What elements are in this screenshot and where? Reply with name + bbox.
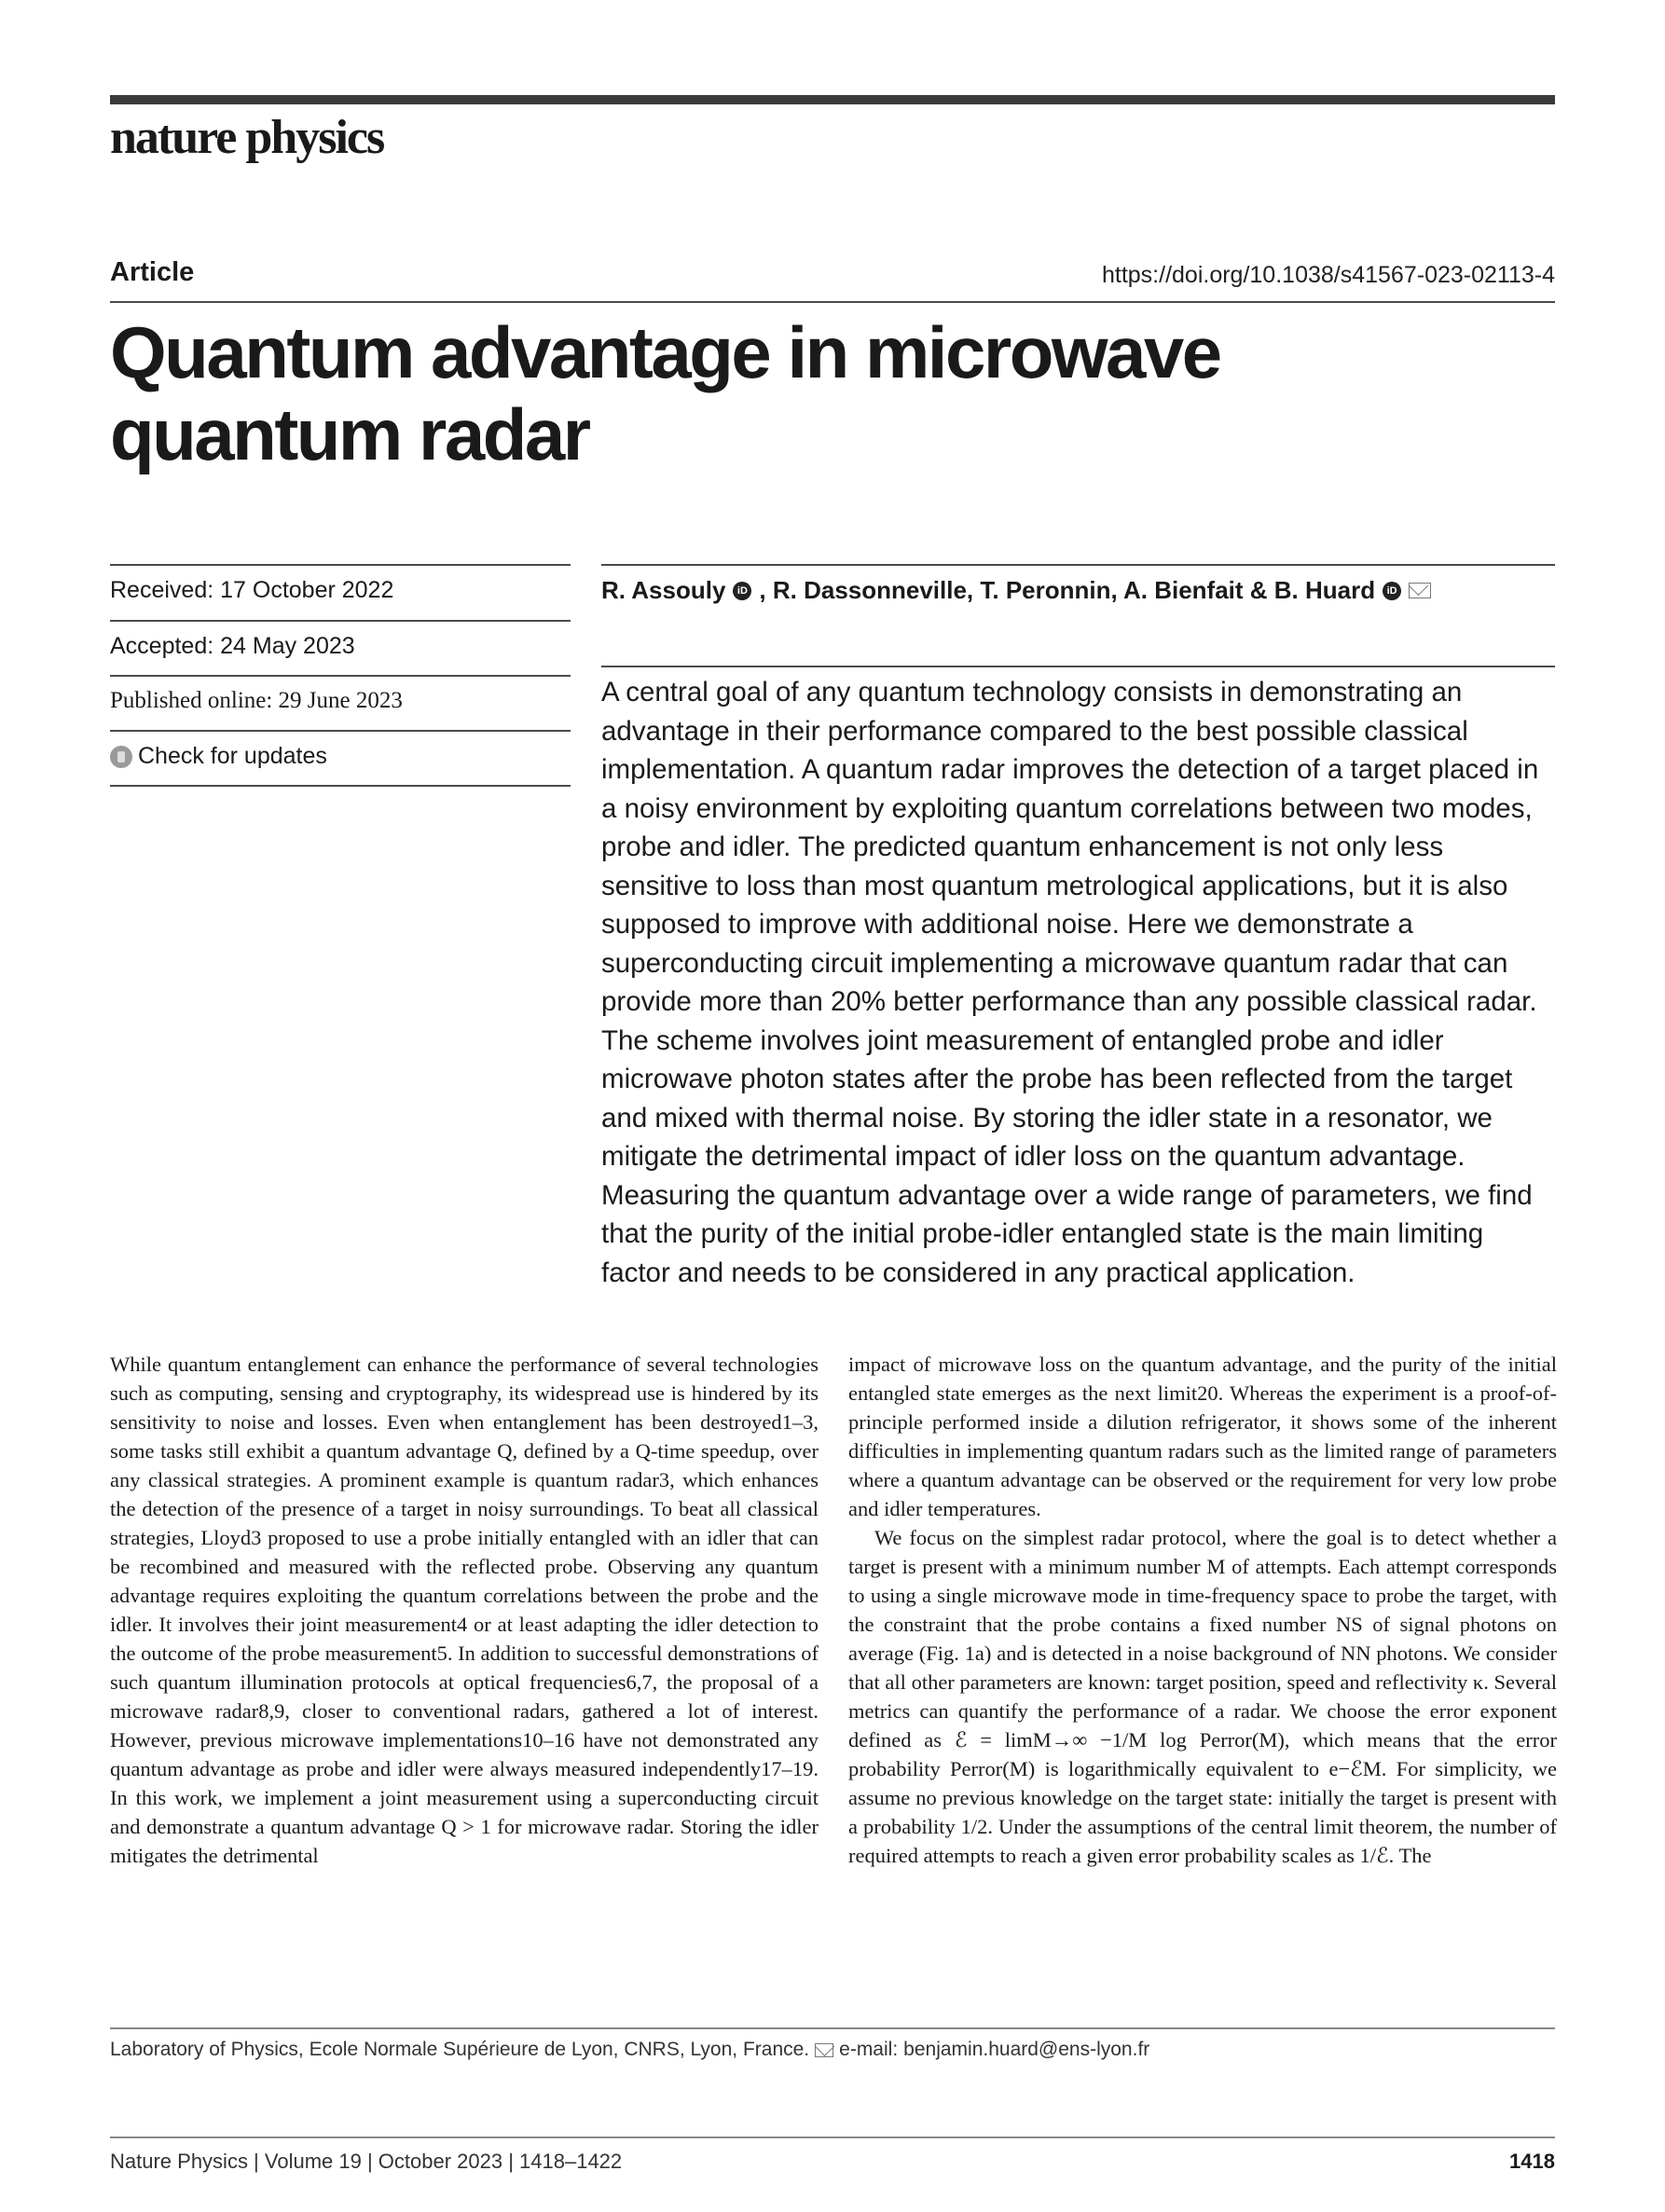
- footnote-rule: [110, 2027, 1555, 2029]
- orcid-icon[interactable]: iD: [733, 582, 751, 600]
- meta-rule-1: [110, 620, 571, 622]
- body-left-column: [110, 1350, 819, 1870]
- orcid-icon[interactable]: iD: [1383, 582, 1401, 600]
- author-assouly[interactable]: R. Assouly: [601, 576, 726, 604]
- authors-rule-top: [601, 564, 1555, 566]
- mail-icon: [815, 2043, 833, 2057]
- abstract: A central goal of any quantum technology consists in demonstrating an advantage in their performance compared to the best possible classical implementation. A quantum radar improves the detection of a target placed in a noisy environment by exploiting quantum correlations between two modes, probe and idler. The predicted quantum enhancement is not only less sensitive to loss than most quantum metrological applications, but it is also supposed to improve with additional noise. Here we demonstrate a superconducting circuit implementing a microwave quantum radar that can provide more than 20% better performance than any possible classical radar. The scheme involves joint measurement of entangled probe and idler microwave photon states after the probe has been reflected from the target and mixed with thermal noise. By storing the idler state in a resonator, we mitigate the detrimental impact of idler loss on the quantum advantage. Measuring the quantum advantage over a wide range of parameters, we find that the purity of the initial probe-idler entangled state is the main limiting factor and needs to be considered in any practical application.: [601, 677, 1539, 1288]
- doi-link[interactable]: https://doi.org/10.1038/s41567-023-02113-4: [1101, 262, 1555, 288]
- published-date: Published online: 29 June 2023: [110, 688, 403, 713]
- affiliation-text: Laboratory of Physics, Ecole Normale Supérieure de Lyon, CNRS, Lyon, France.: [110, 2039, 810, 2060]
- accepted-date: Accepted: 24 May 2023: [110, 633, 355, 659]
- abstract-rule: [601, 666, 1555, 667]
- meta-rule-bottom: [110, 785, 571, 787]
- body-right-column: [848, 1350, 1557, 1870]
- footer-citation: Nature Physics | Volume 19 | October 2023 | 1418–1422: [110, 2150, 623, 2173]
- mail-icon[interactable]: [1409, 583, 1431, 598]
- author-others[interactable]: , R. Dassonneville, T. Peronnin, A. Bienfait & B. Huard: [759, 576, 1376, 604]
- page-number: 1418: [1509, 2150, 1555, 2173]
- footer-rule: [110, 2136, 1555, 2138]
- check-updates-icon: [110, 746, 132, 768]
- title-rule: [110, 301, 1555, 303]
- meta-rule-top: [110, 564, 571, 566]
- body-paragraph: While quantum entanglement can enhance the performance of several technologies such as computing, sensing and cryptography, its widespread use is hindered by its sensitivity to noise and losses. Even when entanglement has been destroyed1–3, some tasks still exhibit a quantum advantage Q, defined by a Q-time speedup, over any classical strategies. A prominent example is quantum radar3, which enhances the detection of the presence of a target in noisy surroundings. To beat all classical strategies, Lloyd3 proposed to use a probe initially entangled with an idler that can be recombined and measured with the reflected probe. Observing any quantum advantage requires exploiting the quantum correlations between the probe and the idler. It involves their joint measurement4 or at least adapting the idler detection to the outcome of the probe measurement5. In addition to successful demonstrations of such quantum illumination protocols at optical frequencies6,7, the proposal of a microwave radar8,9, closer to conventional radars, gathered a lot of interest. However, previous microwave implementations10–16 have not demonstrated any quantum advantage as probe and idler were always measured independently17–19. In this work, we implement a joint measurement using a superconducting circuit and demonstrate a quantum advantage Q > 1 for microwave radar. Storing the idler mitigates the detrimental: [110, 1353, 819, 1867]
- author-list: [601, 576, 1431, 605]
- meta-rule-3: [110, 730, 571, 732]
- body-paragraph: impact of microwave loss on the quantum advantage, and the purity of the initial entangled state emerges as the next limit20. Whereas the experiment is a proof-of-principle performed inside a dilution refrigerator, it shows some of the inherent difficulties in implementing quantum radars such as the limited range of parameters where a quantum advantage can be observed or the requirement for very low probe and idler temperatures.: [848, 1353, 1557, 1520]
- journal-logo: nature physics: [110, 111, 384, 164]
- article-type: Article: [110, 257, 195, 287]
- article-title: Quantum advantage in microwave quantum radar: [110, 311, 1220, 475]
- meta-rule-2: [110, 675, 571, 677]
- email-link[interactable]: benjamin.huard@ens-lyon.fr: [903, 2039, 1150, 2060]
- received-date: Received: 17 October 2022: [110, 577, 394, 603]
- check-updates[interactable]: [110, 743, 571, 770]
- body-paragraph: We focus on the simplest radar protocol, where the goal is to detect whether a target is present with a minimum number M of attempts. Each attempt corresponds to using a single microwave mode in time-frequency space to probe the target, with the constraint that the probe contains a fixed number NS of signal photons on average (Fig. 1a) and is detected in a noise background of NN photons. We consider that all other parameters are known: target position, speed and reflectivity κ. Several metrics can quantify the performance of a radar. We choose the error exponent defined as ℰ = limM→∞ −1/M log Perror(M), which means that the error probability Perror(M) is logarithmically equivalent to e−ℰM. For simplicity, we assume no previous knowledge on the target state: initially the target is present with a probability 1/2. Under the assumptions of the central limit theorem, the number of required attempts to reach a given error probability scales as 1/ℰ. The: [848, 1526, 1557, 1867]
- check-updates-label: Check for updates: [138, 743, 327, 769]
- email-label: e-mail:: [839, 2039, 899, 2060]
- affiliation-footnote: [110, 2039, 1149, 2061]
- top-bar: [110, 95, 1555, 104]
